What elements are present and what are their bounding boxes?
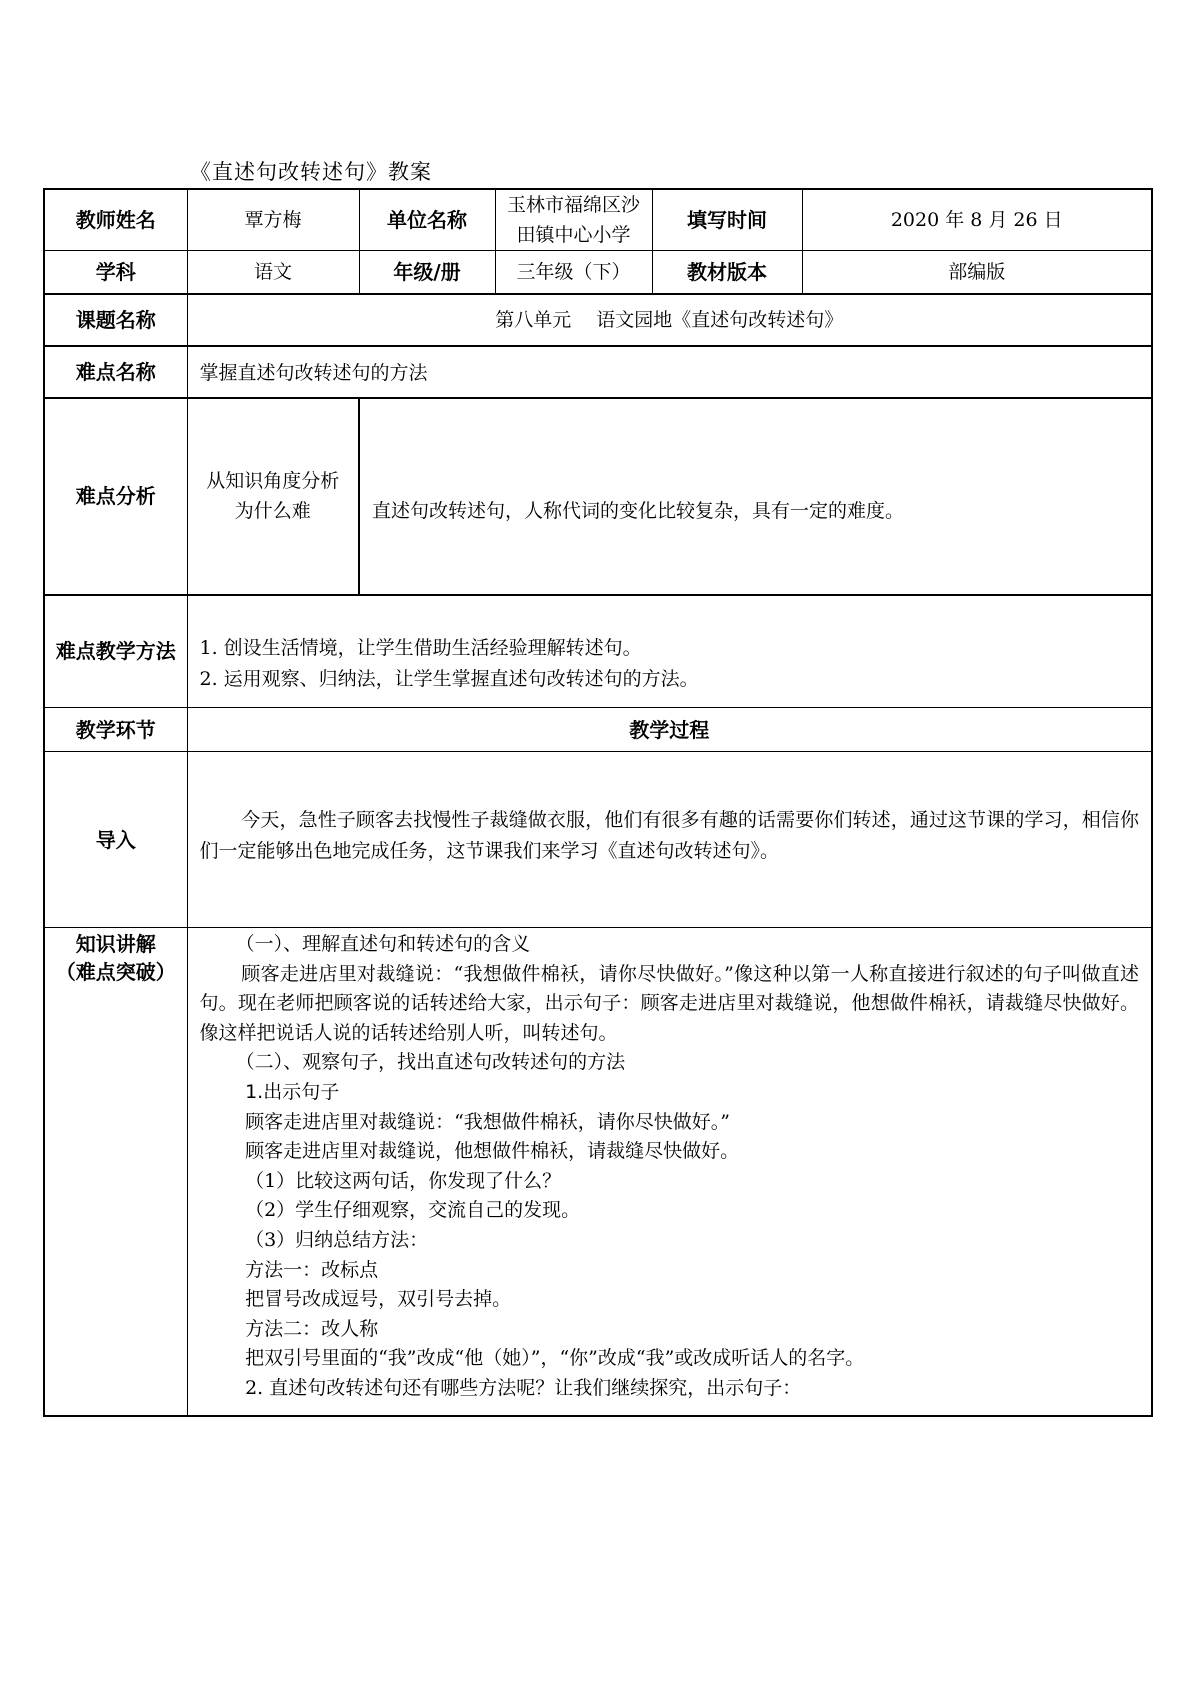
process-header-row — [44, 708, 1152, 752]
knowledge-line-1: （一）、理解直述句和转述句的含义 — [235, 933, 531, 955]
subject-value: 语文 — [187, 251, 359, 294]
analysis-sub-label — [187, 398, 359, 595]
knowledge-label — [44, 928, 187, 1416]
knowledge-line-4: 1.出示句子 — [245, 1080, 340, 1103]
knowledge-line-12: 方法二：改人称 — [245, 1317, 379, 1340]
difficulty-row — [44, 346, 1152, 398]
stage-label: 教学环节 — [44, 708, 187, 752]
topic-value: 第八单元 语文园地《直述句改转述句》 — [187, 294, 1152, 346]
topic-row — [44, 294, 1152, 346]
process-label: 教学过程 — [187, 708, 1152, 752]
unit-value — [495, 189, 652, 251]
unit-value-line2: 田镇中心小学 — [516, 224, 631, 246]
analysis-value: 直述句改转述句，人称代词的变化比较复杂，具有一定的难度。 — [359, 398, 1152, 595]
knowledge-content — [187, 928, 1152, 1416]
difficulty-label: 难点名称 — [44, 346, 187, 398]
header-row-2 — [44, 251, 1152, 294]
knowledge-line-7: （1）比较这两句话，你发现了什么？ — [245, 1169, 562, 1192]
analysis-row — [44, 398, 1152, 595]
topic-label: 课题名称 — [44, 294, 187, 346]
knowledge-line-5: 顾客走进店里对裁缝说：“我想做件棉袄，请你尽快做好。” — [245, 1110, 731, 1133]
difficulty-value: 掌握直述句改转述句的方法 — [187, 346, 1152, 398]
unit-label: 单位名称 — [359, 189, 495, 251]
analysis-sub-label-line1: 从知识角度分析 — [206, 470, 340, 492]
edition-label: 教材版本 — [652, 251, 802, 294]
method-label: 难点教学方法 — [44, 595, 187, 708]
method-line-2: 2. 运用观察、归纳法，让学生掌握直述句改转述句的方法。 — [199, 668, 699, 691]
unit-value-line1: 玉林市福绵区沙 — [506, 194, 640, 216]
intro-text-cell — [187, 752, 1152, 928]
knowledge-label-line1: 知识讲解 — [75, 932, 156, 956]
knowledge-label-line2: （难点突破） — [55, 960, 176, 984]
knowledge-line-8: （2）学生仔细观察，交流自己的发现。 — [245, 1199, 581, 1222]
knowledge-line-10: 方法一：改标点 — [245, 1258, 379, 1281]
date-value: 2020 年 8 月 26 日 — [802, 189, 1152, 251]
knowledge-line-6: 顾客走进店里对裁缝说，他想做件棉袄，请裁缝尽快做好。 — [245, 1140, 740, 1163]
date-label: 填写时间 — [652, 189, 802, 251]
lesson-plan-table — [43, 188, 1153, 1417]
analysis-sub-label-line2: 为什么难 — [234, 500, 311, 522]
grade-label: 年级/册 — [359, 251, 495, 294]
method-row — [44, 595, 1152, 708]
teacher-value: 覃方梅 — [187, 189, 359, 251]
document-title: 《直述句改转述句》教案 — [190, 160, 432, 184]
knowledge-line-13: 把双引号里面的“我”改成“他（她）”，“你”改成“我”或改成听话人的名字。 — [245, 1347, 865, 1370]
analysis-label: 难点分析 — [44, 398, 187, 595]
intro-row — [44, 752, 1152, 928]
knowledge-line-11: 把冒号改成逗号，双引号去掉。 — [245, 1288, 512, 1311]
subject-label: 学科 — [44, 251, 187, 294]
grade-value: 三年级（下） — [495, 251, 652, 294]
header-row-1 — [44, 189, 1152, 251]
knowledge-line-3: （二）、观察句子，找出直述句改转述句的方法 — [235, 1051, 626, 1074]
teacher-label: 教师姓名 — [44, 189, 187, 251]
knowledge-line-14: 2. 直述句改转述句还有哪些方法呢？让我们继续探究，出示句子： — [245, 1376, 802, 1399]
intro-label: 导入 — [44, 752, 187, 928]
knowledge-row — [44, 928, 1152, 1416]
intro-text: 今天，急性子顾客去找慢性子裁缝做衣服，他们有很多有趣的话需要你们转述，通过这节课的学习，相信你们一定能够出色地完成任务，这节课我们来学习《直述句改转述句》。 — [199, 808, 1139, 862]
knowledge-line-9: （3）归纳总结方法： — [245, 1228, 429, 1251]
knowledge-line-2: 顾客走进店里对裁缝说：“我想做件棉袄，请你尽快做好。”像这种以第一人称直接进行叙述的句子叫做直述句。现在老师把顾客说的话转述给大家，出示句子：顾客走进店里对裁缝说，他想做件棉袄，请裁缝尽快做好。像这样把说话人说的话转述给别人听，叫转述句。 — [199, 962, 1139, 1044]
edition-value: 部编版 — [802, 251, 1152, 294]
method-value — [187, 595, 1152, 708]
method-line-1: 1. 创设生活情境，让学生借助生活经验理解转述句。 — [199, 637, 642, 660]
